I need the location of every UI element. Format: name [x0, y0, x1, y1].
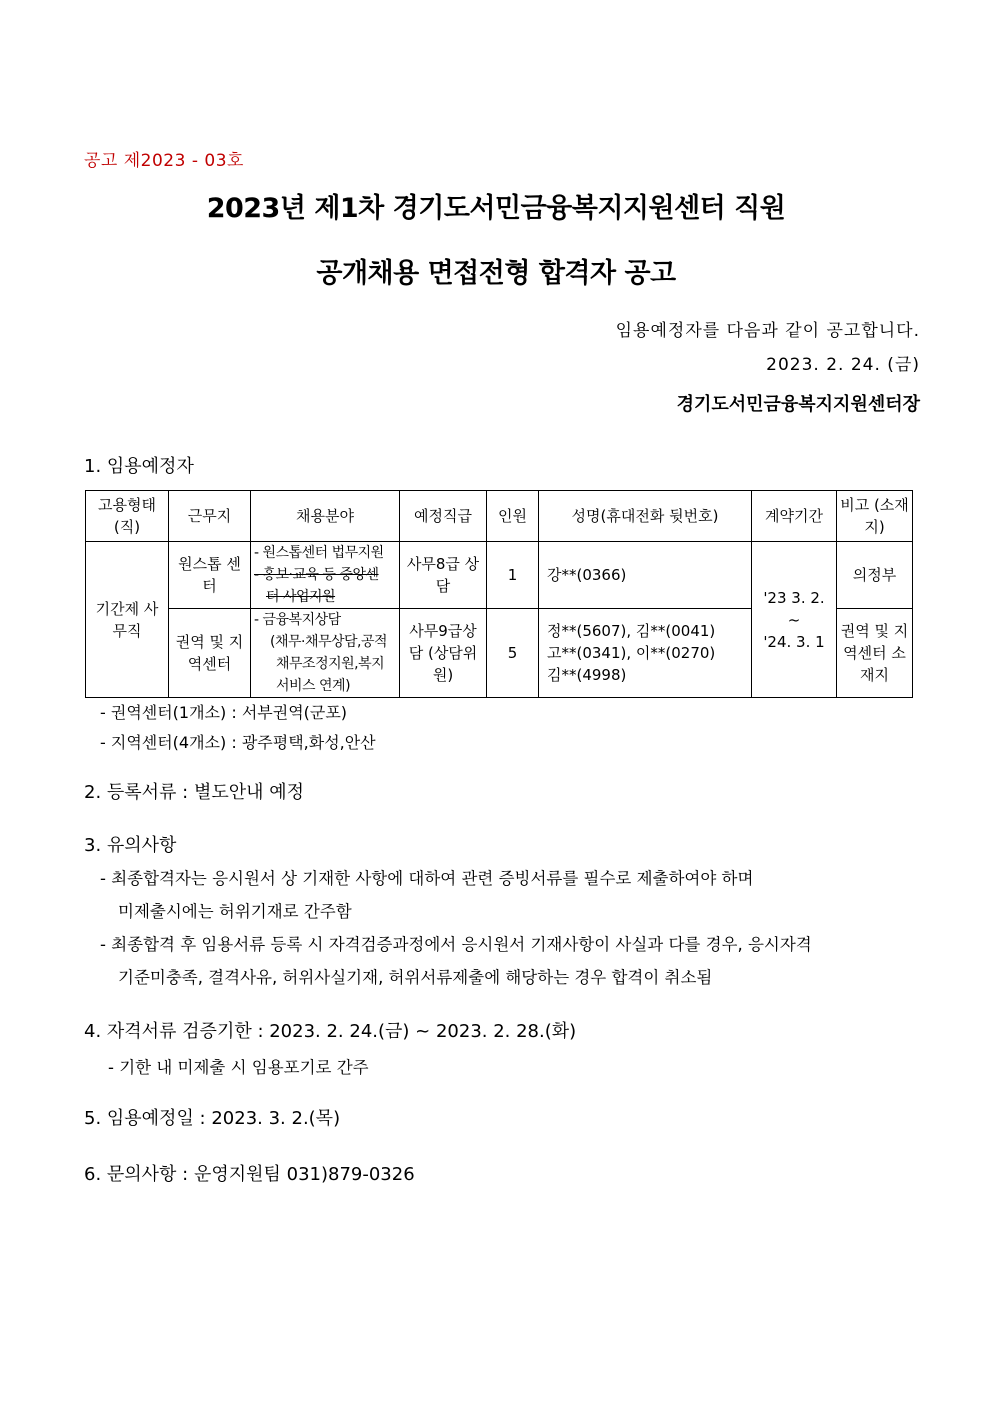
signer: 경기도서민금융복지지원센터장 — [676, 394, 920, 415]
note-cell: 권역 및 지역센터 소재지 — [837, 609, 913, 698]
contract-separator: ~ — [787, 610, 801, 629]
field-item: 채무조정지원,복지 — [276, 656, 385, 672]
count-cell: 5 — [487, 609, 539, 698]
grade-cell: 사무8급 상담 — [400, 542, 487, 609]
name-line: 정**(5607), 김**(0041) — [547, 622, 716, 640]
names-cell: 강**(0366) — [539, 542, 752, 609]
caution-item-continued: 미제출시에는 허위기재로 간주함 — [118, 902, 352, 921]
field-item: (채무·채무상담,공적 — [270, 634, 388, 650]
caution-list — [100, 862, 812, 994]
note-cell: 의정부 — [837, 542, 913, 609]
header-workplace: 근무지 — [169, 491, 251, 542]
names-cell — [539, 609, 752, 698]
section1-heading: 1. 임용예정자 — [84, 456, 194, 477]
header-note: 비고 (소재지) — [837, 491, 913, 542]
center-note: - 지역센터(4개소) : 광주평택,화성,안산 — [100, 733, 376, 752]
header-field: 채용분야 — [251, 491, 400, 542]
caution-item: - 최종합격 후 임용서류 등록 시 자격검증과정에서 응시원서 기재사항이 사실과 다를 경우, 응시자격 — [100, 935, 812, 954]
field-item: 터 사업지원 — [266, 589, 336, 605]
caution-item-continued: 기준미충족, 결격사유, 허위사실기재, 허위서류제출에 해당하는 경우 합격이 취소됨 — [118, 968, 713, 987]
document-title-line1: 2023년 제1차 경기도서민금융복지지원센터 직원 — [206, 193, 786, 224]
caution-item: - 최종합격자는 응시원서 상 기재한 사항에 대하여 관련 증빙서류를 필수로 제출하여야 하며 — [100, 869, 754, 888]
header-name: 성명(휴대전화 뒷번호) — [539, 491, 752, 542]
section4-heading: 4. 자격서류 검증기한 : 2023. 2. 24.(금) ~ 2023. 2. 28.(화) — [84, 1021, 577, 1042]
field-cell — [251, 542, 400, 609]
grade-cell: 사무9급상담 (상담위원) — [400, 609, 487, 698]
workplace-cell: 원스톱 센터 — [169, 542, 251, 609]
field-item: - 원스톱센터 법무지원 — [254, 545, 384, 561]
section5-heading: 5. 임용예정일 : 2023. 3. 2.(목) — [84, 1108, 341, 1129]
workplace-cell: 권역 및 지역센터 — [169, 609, 251, 698]
name-line: 고**(0341), 이**(0270) — [547, 644, 716, 662]
count-cell: 1 — [487, 542, 539, 609]
center-note: - 권역센터(1개소) : 서부권역(군포) — [100, 703, 348, 722]
field-cell — [251, 609, 400, 698]
contract-cell — [752, 542, 837, 698]
section6-heading: 6. 문의사항 : 운영지원팀 031)879-0326 — [84, 1164, 415, 1185]
contract-start: '23 3. 2. — [763, 588, 825, 607]
table-row — [86, 542, 913, 609]
table-header-row — [86, 491, 913, 542]
section3-heading: 3. 유의사항 — [84, 835, 177, 856]
header-employment-type: 고용형태 (직) — [86, 491, 169, 542]
header-contract: 계약기간 — [752, 491, 837, 542]
header-count: 인원 — [487, 491, 539, 542]
contract-end: '24. 3. 1 — [763, 632, 825, 651]
employment-type-cell: 기간제 사무직 — [86, 542, 169, 698]
appointee-table — [85, 490, 913, 698]
field-item: - 금융복지상담 — [254, 612, 341, 628]
field-item: 서비스 연계) — [276, 678, 351, 694]
document-title-line2: 공개채용 면접전형 합격자 공고 — [316, 258, 676, 289]
notice-date: 2023. 2. 24. (금) — [766, 355, 920, 375]
field-item: - 홍보·교육 등 중앙센 — [254, 567, 379, 583]
section2-heading: 2. 등록서류 : 별도안내 예정 — [84, 782, 305, 803]
intro-text: 임용예정자를 다음과 같이 공고합니다. — [615, 321, 920, 341]
notice-number: 공고 제2023 - 03호 — [84, 151, 244, 171]
header-grade: 예정직급 — [400, 491, 487, 542]
name-line: 김**(4998) — [547, 666, 627, 684]
section4-sub: - 기한 내 미제출 시 임용포기로 간주 — [108, 1058, 369, 1077]
